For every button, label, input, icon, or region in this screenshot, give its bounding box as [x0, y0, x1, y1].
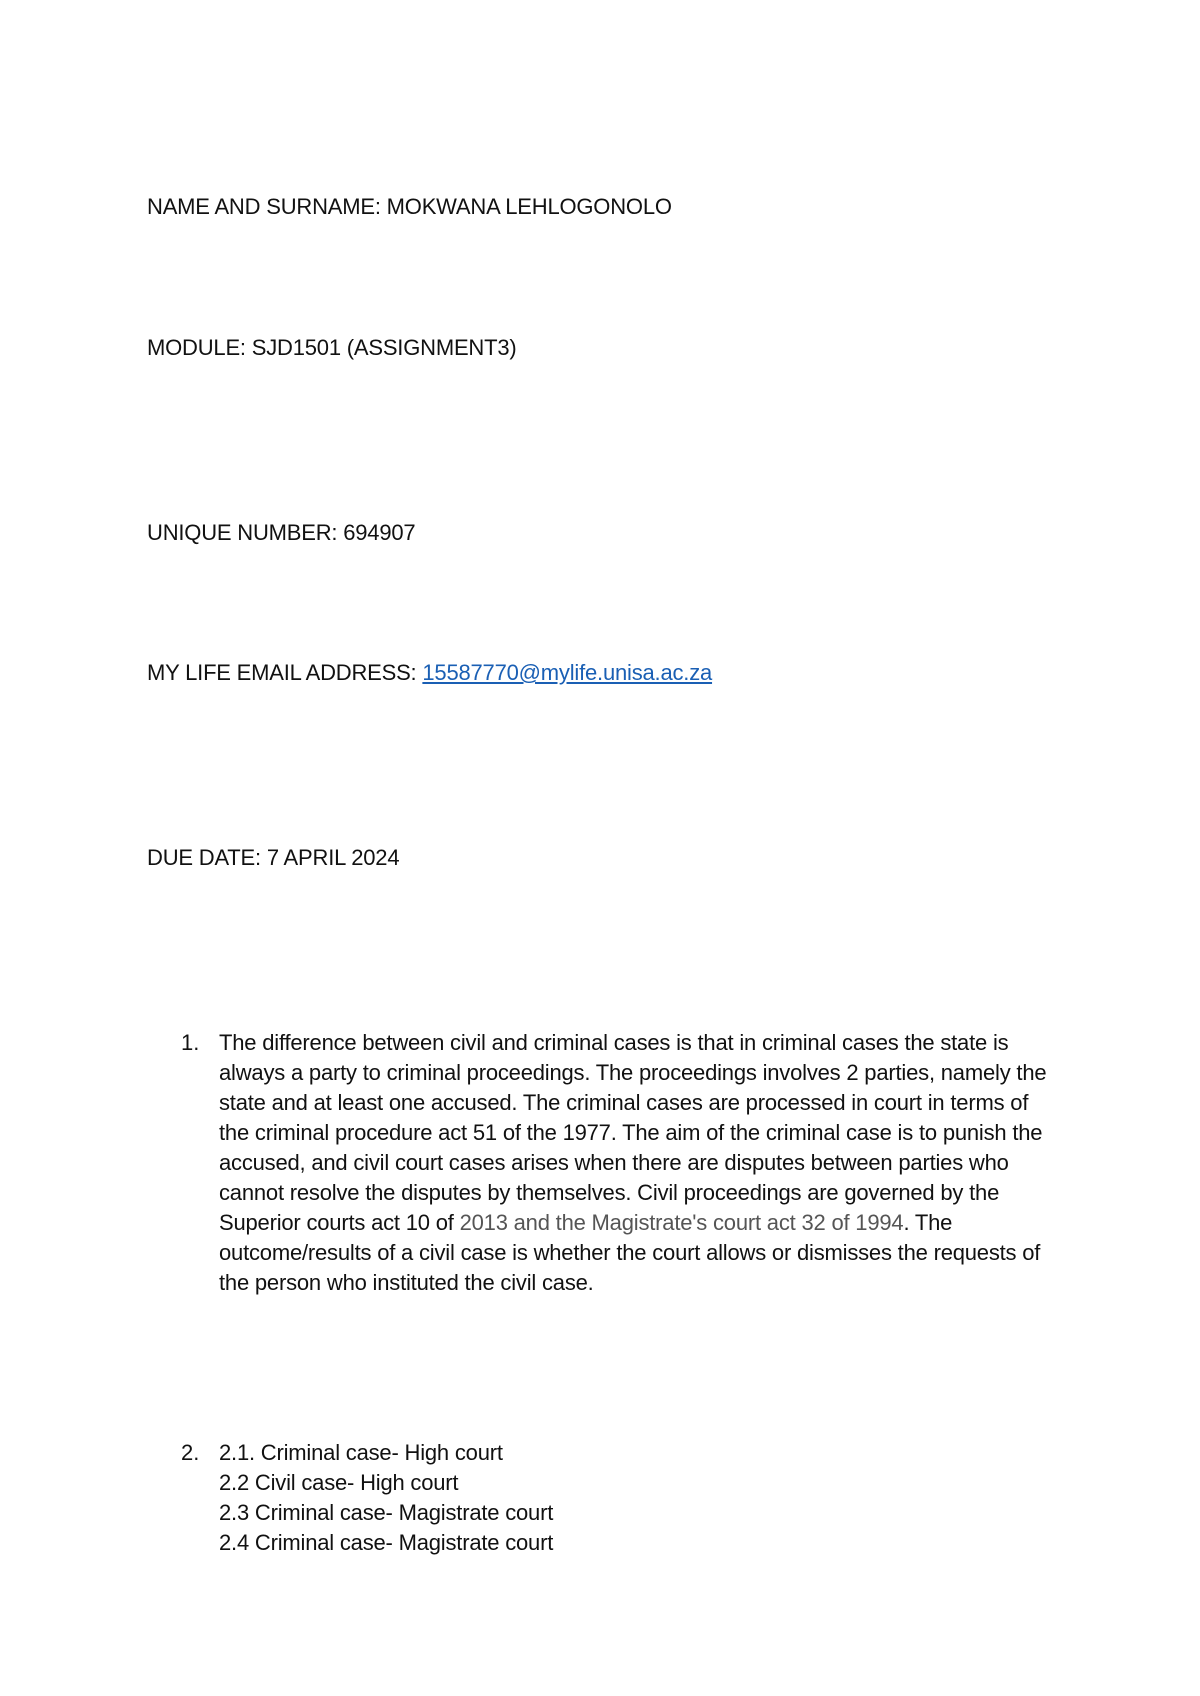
answer-2-line-3: 2.3 Criminal case- Magistrate court	[219, 1500, 554, 1525]
email-address	[147, 658, 712, 688]
module	[147, 333, 517, 363]
answer-1-part2: 2013 and the Magistrate's court act 32 of 1994	[459, 1210, 904, 1235]
answer-1-part3: . The outcome/results of a civil case is whether the court allows or dismisses the requests of the person who instituted the civil case.	[219, 1210, 1041, 1295]
due-date	[147, 843, 399, 873]
due-date-label: DUE DATE: 7 APRIL 2024	[147, 845, 400, 870]
answer-1-number: 1.	[181, 1030, 200, 1055]
answer-1-part1: The difference between civil and criminal cases is that in criminal cases the state is always a party to criminal proceedings. The proceedings involves 2 parties, namely the state and at least one accused. The criminal cases are processed in court in terms of the criminal procedure act 51 of the 1977. The aim of the criminal case is to punish the accused, and civil court cases arises when there are disputes between parties who cannot resolve the disputes by themselves. Civil proceedings are governed by the Superior courts act 10 of	[219, 1030, 1047, 1235]
unique-number-label: UNIQUE NUMBER: 694907	[147, 520, 416, 545]
email-link[interactable]: 15587770@mylife.unisa.ac.za	[422, 660, 713, 685]
answer-2-text	[219, 1438, 1047, 1558]
answer-2-line-1: 2.1. Criminal case- High court	[219, 1440, 503, 1465]
answer-2-line-4: 2.4 Criminal case- Magistrate court	[219, 1530, 554, 1555]
answer-1-text	[219, 1028, 1047, 1298]
answer-2-number: 2.	[181, 1440, 200, 1465]
answer-1	[147, 1028, 1047, 1298]
answer-list-2	[147, 1438, 1047, 1558]
name-label: NAME AND SURNAME: MOKWANA LEHLOGONOLO	[147, 194, 672, 219]
answer-2	[147, 1438, 1047, 1558]
unique-number	[147, 518, 415, 548]
answer-list	[147, 1028, 1047, 1298]
answer-2-line-2: 2.2 Civil case- High court	[219, 1470, 459, 1495]
module-label: MODULE: SJD1501 (ASSIGNMENT3)	[147, 335, 517, 360]
email-label: MY LIFE EMAIL ADDRESS:	[147, 660, 423, 685]
name-and-surname	[147, 192, 672, 222]
